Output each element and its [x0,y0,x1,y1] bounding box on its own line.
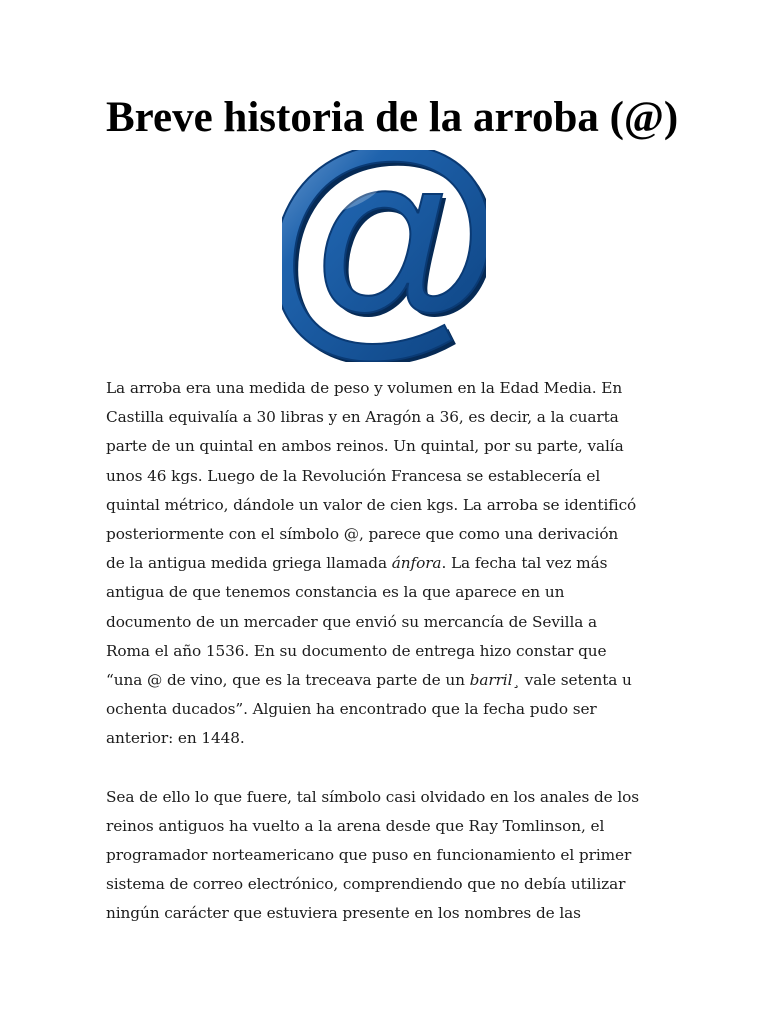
text-line [106,695,666,724]
text-segment: sistema de correo electrónico, comprendiendo que no debía utilizar [106,875,626,894]
text-line [106,637,666,666]
text-line [106,812,666,841]
text-segment: anterior: en 1448. [106,729,245,748]
text-segment: Sea de ello lo que fuere, tal símbolo casi olvidado en los anales de los [106,787,640,806]
italic-term: ánfora [391,554,442,573]
text-segment: ¸ vale setenta u [512,671,632,690]
text-segment: Roma el año 1536. En su documento de entrega hizo constar que [106,641,607,660]
text-line [106,724,666,753]
text-segment: de la antigua medida griega llamada [106,554,392,573]
text-segment: ochenta ducados”. Alguien ha encontrado que la fecha pudo ser [106,700,597,719]
page-title: Breve historia de la arroba (@) [106,94,679,141]
text-line [106,491,666,520]
text-segment: . La fecha tal vez más [441,554,608,573]
body-paragraph [106,374,666,754]
text-segment: parte de un quintal en ambos reinos. Un quintal, por su parte, valía [106,437,624,456]
text-line [106,403,666,432]
text-segment: quintal métrico, dándole un valor de cien kgs. La arroba se identificó [106,495,637,514]
at-sign-3d-icon [282,150,486,362]
text-line [106,608,666,637]
text-line [106,841,666,870]
text-segment: posteriormente con el símbolo @, parece que como una derivación [106,525,619,544]
italic-term: barril [469,671,513,690]
text-line [106,549,666,578]
text-line [106,666,666,695]
text-segment: La arroba era una medida de peso y volumen en la Edad Media. En [106,379,623,397]
text-line [106,462,666,491]
document-body [106,374,666,929]
text-segment: antigua de que tenemos constancia es la que aparece en un [106,583,565,602]
text-segment: “una @ de vino, que es la treceava parte de un [106,671,470,690]
text-line [106,578,666,607]
svg-text:@ [282,150,486,362]
text-segment: programador norteamericano que puso en funcionamiento el primer [106,846,632,865]
text-segment: reinos antiguos ha vuelto a la arena desde que Ray Tomlinson, el [106,816,605,835]
text-line [106,432,666,461]
text-line [106,783,666,812]
text-segment: unos 46 kgs. Luego de la Revolución Francesa se establecería el [106,466,601,485]
text-line [106,520,666,549]
text-line [106,899,666,928]
text-segment: Castilla equivalía a 30 libras y en Aragón a 36, es decir, a la cuarta [106,408,619,427]
text-segment: documento de un mercader que envió su mercancía de Sevilla a [106,612,598,631]
text-segment: ningún carácter que estuviera presente en los nombres de las [106,904,581,923]
text-line [106,374,666,403]
body-paragraph [106,783,666,929]
text-line [106,870,666,899]
